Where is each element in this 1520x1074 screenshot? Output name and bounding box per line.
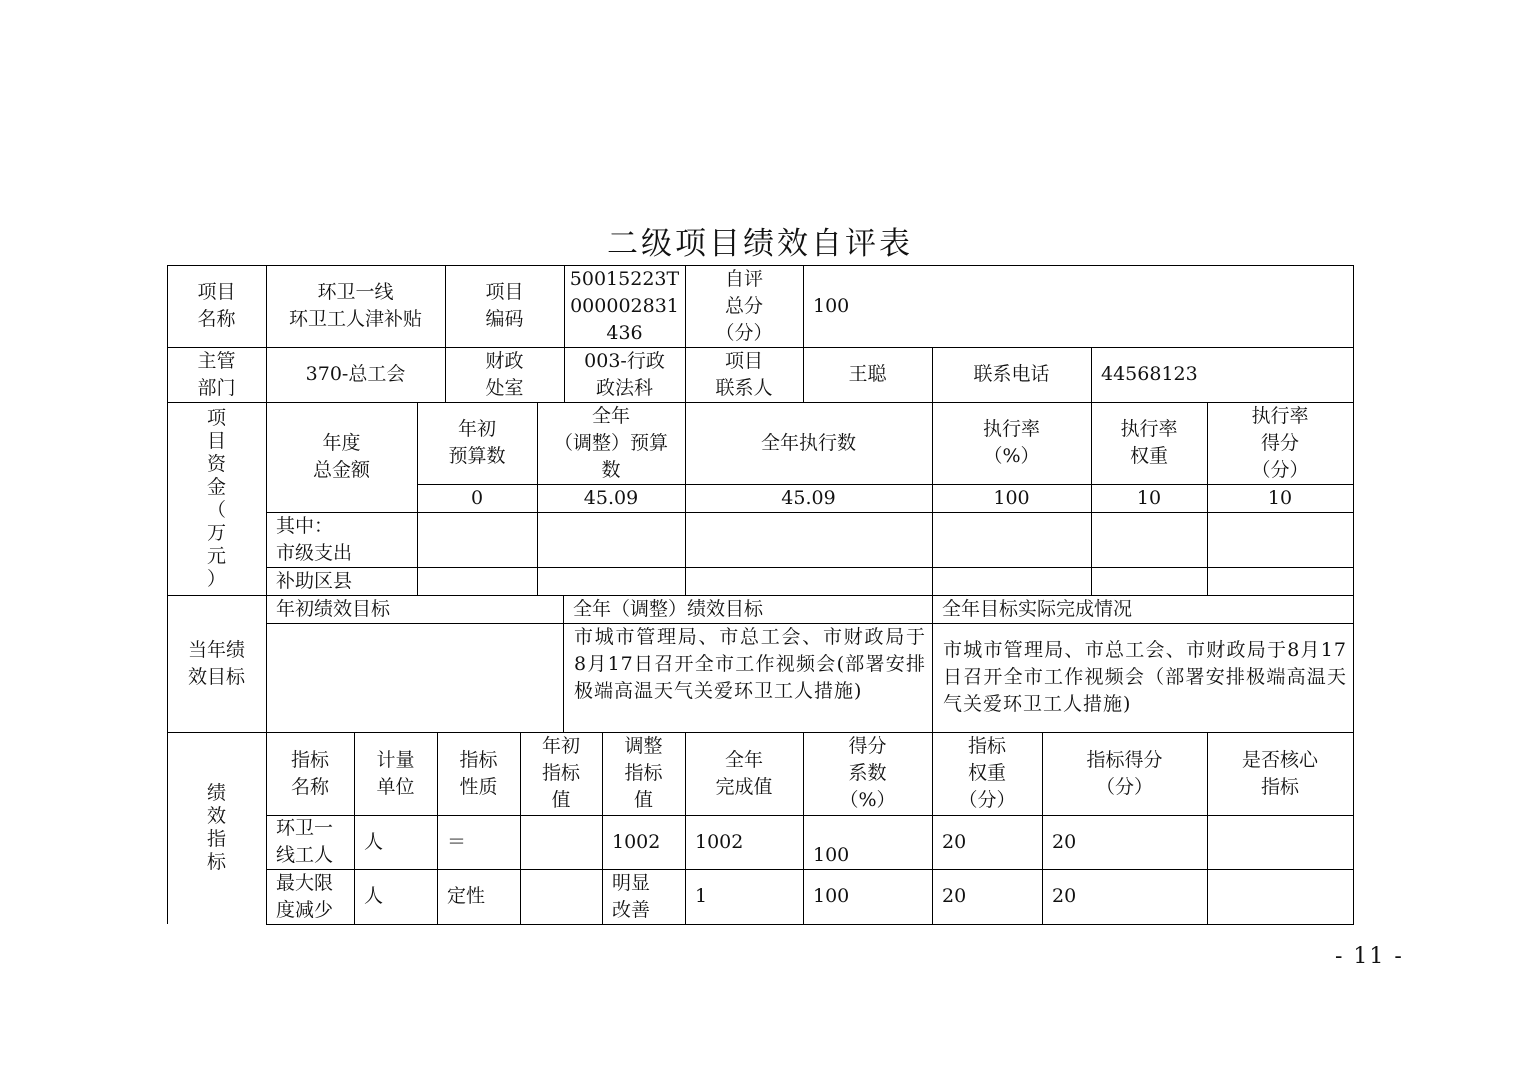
exec-weight-value: 10 [1136,486,1162,509]
table-cell: 20 [1052,830,1077,853]
ind-header-weight: 指标 权重 （分） [958,735,1016,811]
ind-header-unit: 计量 单位 [376,748,415,798]
table-cell: 人 [364,830,384,853]
table-row: 最大限 度减少 [276,871,334,921]
table-cell: 1002 [695,830,744,853]
phone-value: 44568123 [1101,363,1198,385]
project-code-value: 50015223T 000002831 436 [569,267,680,344]
col-initial-goal: 年初绩效目标 [276,597,391,620]
col-exec-weight: 执行率 权重 [1120,418,1178,467]
dept-label: 主管 部门 [197,349,236,399]
page-number: - 11 - [1335,944,1404,969]
vertical-label-char: （ [206,498,226,521]
contact-person-value: 王聪 [848,363,887,385]
page-title: 二级项目绩效自评表 [607,226,913,262]
col-adjusted-budget: 全年 （调整）预算 数 [553,404,668,481]
col-exec-score: 执行率 得分 （分） [1251,404,1309,481]
indicators-section-label [167,732,266,924]
row-county-label: 补助区县 [276,569,353,592]
vertical-label-char: 效 [206,805,226,827]
phone-label: 联系电话 [973,363,1050,385]
table-row: 环卫一 线工人 [276,817,334,866]
table-cell: 100 [813,885,850,907]
adjusted-goal-text: 市城市管理局、市总工会、市财政局于8月17日召开全市工作视频会(部署安排极端高温天气关爱环卫工人措施) [574,626,926,702]
ind-header-nature: 指标 性质 [459,748,498,798]
vertical-label-char: 目 [206,429,226,452]
col-initial-budget: 年初 预算数 [448,418,506,467]
exec-score-value: 10 [1267,486,1293,509]
actual-goal-text: 市城市管理局、市总工会、市财政局于8月17日召开全市工作视频会（部署安排极端高温天气关爱环卫工人措施) [943,639,1347,715]
col-exec-rate: 执行率 （%） [982,418,1040,467]
ind-header-name: 指标 名称 [290,748,329,798]
self-score-label: 自评 总分 （分） [715,267,773,344]
table-cell [1207,869,1353,924]
project-code-label: 项目 编码 [485,281,524,330]
col-annual-total: 年度 总金额 [312,432,370,481]
table-cell [520,869,602,924]
col-executed: 全年执行数 [760,431,856,454]
table-cell: 100 [813,843,850,866]
vertical-label-char: 万 [206,521,226,544]
executed-value: 45.09 [781,486,836,509]
contact-person-label: 项目 联系人 [715,349,773,399]
project-name-value: 环卫一线 环卫工人津补贴 [288,281,422,330]
dept-value: 370-总工会 [305,363,406,385]
table-cell: 20 [1052,885,1077,907]
vertical-label-char: 元 [206,544,226,567]
row-city-label: 其中： 市级支出 [276,514,353,564]
vertical-label-char: 指 [206,828,226,850]
finance-office-value: 003-行政 政法科 [584,349,665,399]
vertical-label-char: 标 [206,851,226,873]
goals-section-label: 当年绩 效目标 [187,638,245,688]
ind-header-completed: 全年 完成值 [715,748,773,798]
project-name-label: 项目 名称 [197,281,236,330]
col-adjusted-goal: 全年（调整）绩效目标 [573,597,764,620]
table-cell: 定性 [447,885,486,907]
table-cell: 20 [942,885,967,907]
ind-header-score: 指标得分 （分） [1086,748,1163,798]
vertical-label-char: 金 [206,475,226,498]
vertical-label-char: 绩 [206,782,226,804]
table-cell: ＝ [447,830,467,853]
finance-office-label: 财政 处室 [485,349,524,399]
ind-header-core: 是否核心 指标 [1241,748,1318,798]
vertical-label-char: 项 [206,406,226,429]
vertical-label-char: 资 [206,452,226,475]
table-cell: 1 [695,885,708,907]
table-cell: 20 [942,830,967,853]
table-cell [520,815,602,869]
vertical-label-char: ） [206,567,226,590]
ind-header-adjusted-value: 调整 指标 值 [624,735,663,811]
self-score-value: 100 [813,294,850,317]
table-cell [1207,815,1353,869]
adjusted-budget-value: 45.09 [583,486,639,509]
col-actual-goal: 全年目标实际完成情况 [942,597,1133,620]
ind-header-initial-value: 年初 指标 值 [541,735,580,811]
ind-header-coefficient: 得分 系数 （%） [839,735,896,811]
exec-rate-value: 100 [993,486,1030,509]
funds-section-label [167,402,266,595]
table-cell: 1002 [612,830,661,853]
initial-budget-value: 0 [470,486,484,509]
initial-goal-text [266,623,563,732]
table-cell: 人 [364,885,384,907]
table-cell: 明显 改善 [612,871,651,921]
